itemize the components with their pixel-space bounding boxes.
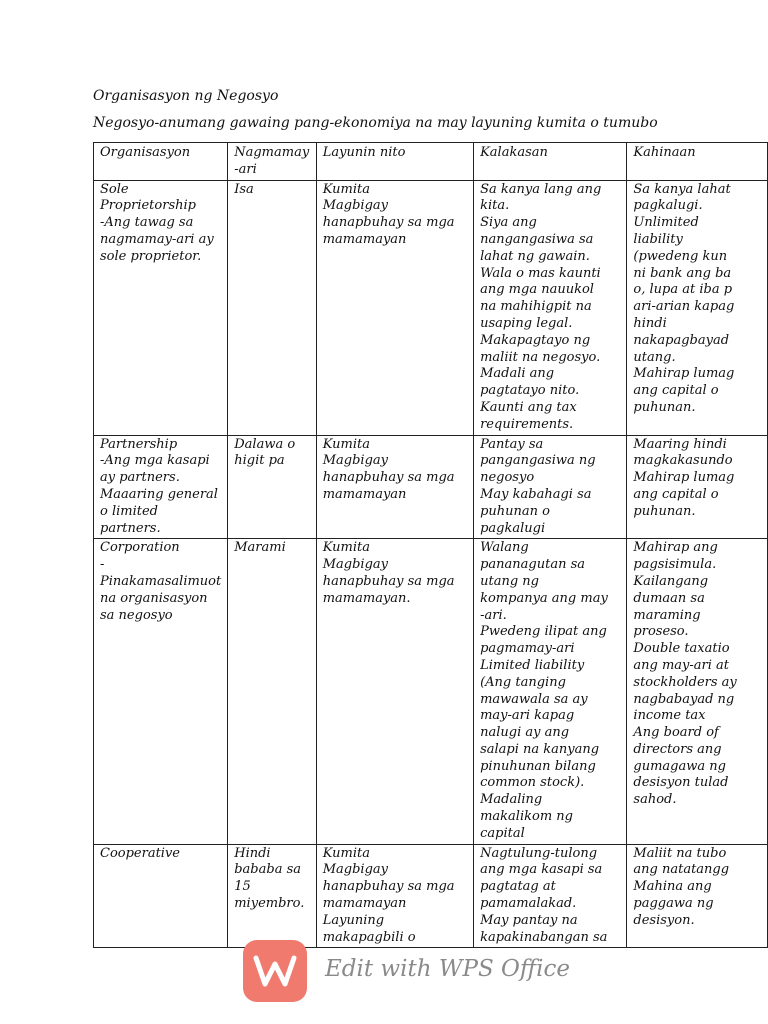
cell-line: pagtatayo nito. xyxy=(480,383,580,399)
cell-kalakasan xyxy=(474,844,627,948)
table-row xyxy=(94,435,768,539)
cell-line: ang mga nauukol xyxy=(480,282,594,298)
cell-line: nalugi ay ang xyxy=(480,725,570,741)
cell-line: pagtatag at xyxy=(480,879,556,895)
cell-line: Corporation xyxy=(100,540,180,556)
cell-line: Kailangang xyxy=(633,573,709,589)
cell-line: Magbigay xyxy=(322,198,388,214)
cell-line: nagbabayad ng xyxy=(633,691,735,707)
cell-line: Pwedeng ilipat ang xyxy=(480,624,607,640)
cell-line: (Ang tanging xyxy=(480,674,566,690)
cell-line: pagkalugi. xyxy=(633,198,703,214)
cell-line: Mahirap lumag xyxy=(633,366,735,382)
cell-line: requirements. xyxy=(480,416,574,432)
cell-layunin xyxy=(316,844,473,948)
cell-line: makalikom ng xyxy=(480,809,573,825)
cell-line: kapakinabangan sa xyxy=(480,929,608,945)
cell-line: Sa kanya lang ang xyxy=(480,181,602,197)
cell-line: desisyon tulad xyxy=(633,775,729,791)
cell-kahinaan xyxy=(627,180,768,435)
cell-line: Maaaring general xyxy=(100,486,218,502)
cell-line: Proprietorship xyxy=(100,198,196,214)
cell-line: directors ang xyxy=(633,741,722,757)
cell-nagmamayari xyxy=(228,435,316,539)
cell-line: Walang xyxy=(480,540,529,556)
cell-line: hanapbuhay sa mga xyxy=(322,470,455,486)
cell-line: Kumita xyxy=(322,540,370,556)
cell-layunin xyxy=(316,539,473,844)
cell-kahinaan xyxy=(627,844,768,948)
cell-line: Wala o mas kaunti xyxy=(480,265,601,281)
cell-line: makapagbili o xyxy=(322,929,416,945)
cell-line: Kaunti ang tax xyxy=(480,399,577,415)
cell-line: salapi na kanyang xyxy=(480,741,600,757)
cell-organisasyon xyxy=(94,844,228,948)
cell-line: pagmamay-ari xyxy=(480,641,575,657)
cell-line: liability xyxy=(633,231,683,247)
cell-organisasyon xyxy=(94,180,228,435)
cell-line: Layuning xyxy=(322,912,385,928)
cell-line: sahod. xyxy=(633,792,677,808)
cell-line: Sole xyxy=(100,181,129,197)
cell-line: pagsisimula. xyxy=(633,557,717,573)
cell-line: ang capital o xyxy=(633,486,719,502)
cell-line: (pwedeng kun xyxy=(633,248,728,264)
cell-line: ni bank ang ba xyxy=(633,265,732,281)
watermark-text: Edit with WPS Office xyxy=(325,956,571,982)
cell-line: mamamayan xyxy=(322,231,407,247)
table-body xyxy=(94,180,768,948)
cell-line: - xyxy=(100,557,105,573)
cell-line: Magbigay xyxy=(322,557,388,573)
cell-line: mamamayan xyxy=(322,896,407,912)
cell-line: Nagtulung-tulong xyxy=(480,845,598,861)
cell-line: May kabahagi sa xyxy=(480,486,592,502)
cell-line: Unlimited xyxy=(633,215,699,231)
cell-line: ang natatangg xyxy=(633,862,730,878)
cell-line: lahat ng gawain. xyxy=(480,248,590,264)
cell-line: pananagutan sa xyxy=(480,557,586,573)
cell-line: Hindi xyxy=(234,845,271,861)
cell-line: ay partners. xyxy=(100,470,180,486)
cell-line: pamamalakad. xyxy=(480,896,577,912)
cell-line: hanapbuhay sa mga xyxy=(322,573,455,589)
business-organization-table xyxy=(93,142,768,948)
cell-line: hanapbuhay sa mga xyxy=(322,215,455,231)
cell-line: miyembro. xyxy=(234,896,305,912)
cell-line: maliit na negosyo. xyxy=(480,349,601,365)
cell-line: Mahina ang xyxy=(633,879,712,895)
cell-line: negosyo xyxy=(480,470,535,486)
header-nagmamayari-text: Nagmamay -ari xyxy=(234,145,310,177)
cell-line: nakapagbayad xyxy=(633,332,730,348)
cell-line: puhunan. xyxy=(633,399,696,415)
cell-kalakasan xyxy=(474,539,627,844)
cell-line: utang ng xyxy=(480,573,539,589)
header-kalakasan: Kalakasan xyxy=(474,143,627,181)
cell-line: kita. xyxy=(480,198,510,214)
table-header-row xyxy=(94,143,768,181)
header-nagmamayari xyxy=(228,143,316,181)
cell-line: Limited liability xyxy=(480,657,585,673)
cell-line: may-ari kapag xyxy=(480,708,575,724)
header-organisasyon: Organisasyon xyxy=(94,143,228,181)
cell-line: ang capital o xyxy=(633,383,719,399)
cell-line: -Ang tawag sa xyxy=(100,215,194,231)
cell-line: nagmamay-ari ay xyxy=(100,231,214,247)
cell-line: Partnership xyxy=(100,436,178,452)
cell-line: pagkalugi xyxy=(480,520,546,536)
cell-layunin xyxy=(316,435,473,539)
header-kahinaan: Kahinaan xyxy=(627,143,768,181)
header-layunin: Layunin nito xyxy=(316,143,473,181)
cell-line: May pantay na xyxy=(480,912,578,928)
cell-line: pangangasiwa ng xyxy=(480,453,596,469)
cell-line: gumagawa ng xyxy=(633,758,726,774)
cell-line: maraming xyxy=(633,607,701,623)
cell-nagmamayari xyxy=(228,844,316,948)
cell-line: Mahirap lumag xyxy=(633,470,735,486)
cell-line: kompanya ang may xyxy=(480,590,608,606)
cell-line: partners. xyxy=(100,520,161,536)
cell-line: puhunan. xyxy=(633,503,696,519)
cell-line: na organisasyon xyxy=(100,590,208,606)
cell-kalakasan xyxy=(474,435,627,539)
cell-line: Madaling xyxy=(480,792,543,808)
cell-line: capital xyxy=(480,825,525,841)
cell-line: Mahirap ang xyxy=(633,540,718,556)
cell-line: Dalawa o xyxy=(234,436,296,452)
cell-line: ang may-ari at xyxy=(633,657,730,673)
cell-line: hanapbuhay sa mga xyxy=(322,879,455,895)
cell-line: Kumita xyxy=(322,845,370,861)
cell-line: puhunan o xyxy=(480,503,550,519)
cell-line: Makapagtayo ng xyxy=(480,332,591,348)
cell-line: ari-arian kapag xyxy=(633,299,735,315)
cell-line: Double taxatio xyxy=(633,641,730,657)
cell-kahinaan xyxy=(627,435,768,539)
cell-nagmamayari xyxy=(228,539,316,844)
cell-line: desisyon. xyxy=(633,912,695,928)
cell-line: -ari. xyxy=(480,607,507,623)
cell-line: nangangasiwa sa xyxy=(480,231,594,247)
cell-line: hindi xyxy=(633,315,667,331)
cell-line: na mahihigpit na xyxy=(480,299,592,315)
cell-line: Maaring hindi xyxy=(633,436,727,452)
cell-line: stockholders ay xyxy=(633,674,737,690)
cell-line: Isa xyxy=(234,181,254,197)
cell-organisasyon xyxy=(94,435,228,539)
cell-line: ang mga kasapi sa xyxy=(480,862,603,878)
cell-line: Ang board of xyxy=(633,725,719,741)
cell-line: o limited xyxy=(100,503,158,519)
cell-line: Magbigay xyxy=(322,862,388,878)
cell-line: dumaan sa xyxy=(633,590,705,606)
cell-line: Kumita xyxy=(322,181,370,197)
cell-kalakasan xyxy=(474,180,627,435)
cell-line: utang. xyxy=(633,349,676,365)
cell-line: income tax xyxy=(633,708,706,724)
table-row xyxy=(94,180,768,435)
cell-line: higit pa xyxy=(234,453,285,469)
cell-line: Siya ang xyxy=(480,215,537,231)
cell-line: common stock). xyxy=(480,775,585,791)
table-row xyxy=(94,539,768,844)
cell-line: Pantay sa xyxy=(480,436,544,452)
cell-layunin xyxy=(316,180,473,435)
cell-nagmamayari xyxy=(228,180,316,435)
cell-line: proseso. xyxy=(633,624,689,640)
cell-line: sa negosyo xyxy=(100,607,173,623)
cell-line: pinuhunan bilang xyxy=(480,758,596,774)
wps-watermark xyxy=(243,940,571,1002)
cell-line: usaping legal. xyxy=(480,315,573,331)
cell-line: 15 xyxy=(234,879,251,895)
document-title: Organisasyon ng Negosyo xyxy=(93,88,279,104)
cell-line: Maliit na tubo xyxy=(633,845,727,861)
cell-line: paggawa ng xyxy=(633,896,714,912)
cell-line: mamamayan xyxy=(322,486,407,502)
document-subtitle: Negosyo-anumang gawaing pang-ekonomiya na may layuning kumita o tumubo xyxy=(93,115,658,131)
table-row xyxy=(94,844,768,948)
cell-line: Pinakamasalimuot xyxy=(100,573,222,589)
cell-line: Cooperative xyxy=(100,845,180,861)
cell-line: o, lupa at iba p xyxy=(633,282,733,298)
cell-line: magkakasundo xyxy=(633,453,733,469)
cell-line: Kumita xyxy=(322,436,370,452)
cell-line: Sa kanya lahat xyxy=(633,181,731,197)
wps-logo-icon xyxy=(243,940,307,1002)
cell-line: sole proprietor. xyxy=(100,248,202,264)
cell-line: mamamayan. xyxy=(322,590,411,606)
cell-line: Marami xyxy=(234,540,286,556)
cell-line: -Ang mga kasapi xyxy=(100,453,210,469)
cell-line: mawawala sa ay xyxy=(480,691,588,707)
cell-organisasyon xyxy=(94,539,228,844)
cell-line: Madali ang xyxy=(480,366,555,382)
cell-line: Magbigay xyxy=(322,453,388,469)
cell-line: bababa sa xyxy=(234,862,302,878)
cell-kahinaan xyxy=(627,539,768,844)
